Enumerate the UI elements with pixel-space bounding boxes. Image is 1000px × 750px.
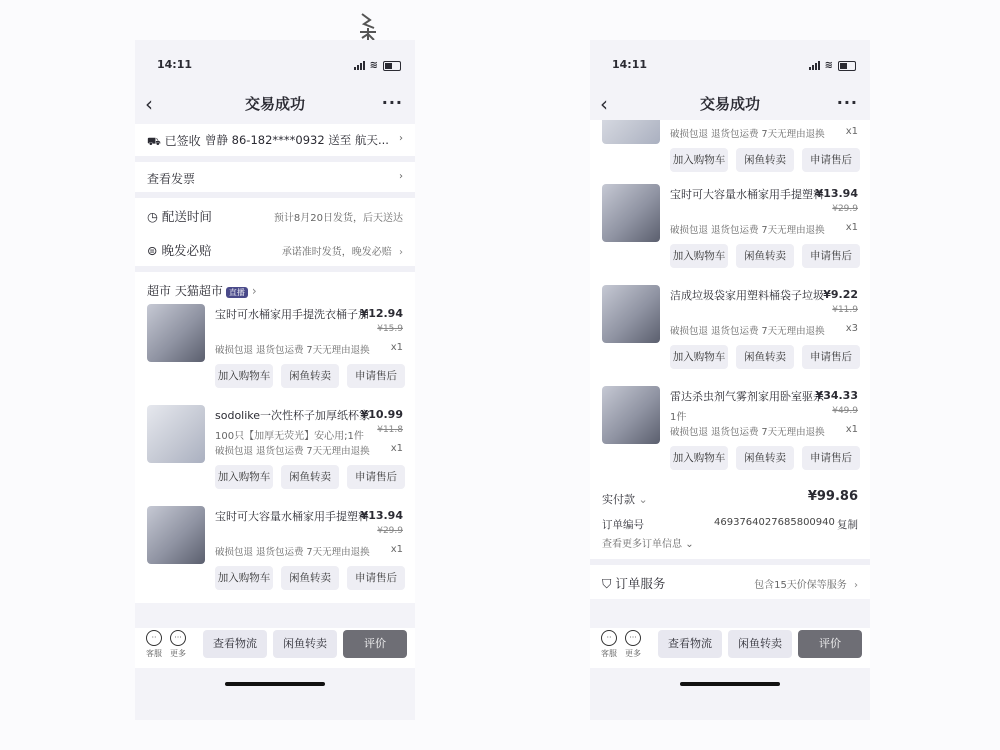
order-service-value: 包含15天价保等服务 [754,580,847,591]
ship-time-label: 配送时间 [161,209,212,224]
phone-screen-right [590,40,870,720]
chevron-down-icon: ⌄ [638,493,648,506]
product-service-tags: 破损包退 退货包运费 7天无理由退换 [215,345,370,356]
paid-label: 实付款 [602,493,635,506]
page-title: 交易成功 [699,95,760,113]
more-options-label: 更多 [170,649,186,658]
product-service-tags: 破损包退 退货包运费 7天无理由退换 [215,446,370,457]
add-to-cart-button[interactable]: 加入购物车 [670,244,728,268]
product-price: ¥13.94 [815,187,858,200]
more-options-label: 更多 [625,649,641,658]
invoice-label: 查看发票 [147,172,196,186]
status-time: 14:11 [157,58,193,71]
chevron-down-icon: ⌄ [685,539,694,550]
xianyu-resell-button[interactable]: 闲鱼转卖 [736,446,794,470]
product-item[interactable] [590,382,870,483]
product-original-price: ¥15.9 [377,324,403,334]
delivery-row[interactable] [135,124,415,156]
product-service-tags: 破损包退 退货包运费 7天无理由退换 [670,326,825,337]
product-item-partial[interactable] [590,120,870,180]
back-button[interactable]: ‹ [145,92,153,116]
product-name: 宝时可水桶家用手提洗衣桶子加 [215,308,369,321]
product-quantity: x3 [845,323,858,334]
paid-amount-row [590,483,870,513]
more-order-info-row[interactable] [590,533,870,559]
xianyu-resell-button[interactable]: 闲鱼转卖 [728,630,792,658]
product-service-tags: 破损包退 退货包运费 7天无理由退换 [670,225,825,236]
more-icon: ··· [625,630,641,646]
after-sale-button[interactable]: 申请售后 [802,244,860,268]
status-bar [135,58,415,76]
live-badge: 直播 [226,287,248,298]
product-price: ¥13.94 [360,509,403,522]
battery-icon [838,61,856,71]
chevron-right-icon: › [854,580,858,591]
order-number-label: 订单编号 [602,519,644,531]
store-header[interactable] [135,272,415,300]
xianyu-resell-button[interactable]: 闲鱼转卖 [281,566,339,590]
more-button[interactable]: ··· [836,93,858,112]
product-original-price: ¥11.9 [832,305,858,315]
order-service-row[interactable] [590,565,870,599]
product-item[interactable] [590,180,870,281]
view-logistics-button[interactable]: 查看物流 [658,630,722,658]
status-time: 14:11 [612,58,648,71]
product-original-price: ¥29.9 [832,204,858,214]
chat-icon: ·· [146,630,162,646]
product-image [147,405,205,463]
after-sale-button[interactable]: 申请售后 [802,446,860,470]
product-item[interactable] [135,502,415,603]
product-quantity: x1 [390,342,403,353]
order-content-left [135,124,415,624]
chevron-right-icon: › [251,284,257,298]
product-item[interactable] [590,281,870,382]
product-quantity: x1 [845,222,858,233]
product-price: ¥10.99 [360,408,403,421]
product-image [147,304,205,362]
product-spec: 100只【加厚无荧光】安心用;1件 [215,431,364,442]
invoice-row[interactable] [135,162,415,192]
back-button[interactable]: ‹ [600,92,608,116]
add-to-cart-button[interactable]: 加入购物车 [215,465,273,489]
signal-icon [354,61,365,70]
order-number-row [590,513,870,533]
bottom-action-bar [135,628,415,668]
xianyu-resell-button[interactable]: 闲鱼转卖 [736,244,794,268]
copy-button[interactable]: 复制 [837,519,858,531]
product-quantity: x1 [845,126,858,137]
product-quantity: x1 [390,443,403,454]
product-item[interactable] [135,300,415,401]
xianyu-resell-button[interactable]: 闲鱼转卖 [281,364,339,388]
add-to-cart-button[interactable]: 加入购物车 [670,446,728,470]
product-name: sodolike一次性杯子加厚纸杯家 [215,409,371,422]
paid-amount-toggle[interactable] [602,491,648,507]
battery-icon [383,61,401,71]
chevron-right-icon: › [399,247,403,258]
after-sale-button[interactable]: 申请售后 [347,465,405,489]
after-sale-button[interactable]: 申请售后 [347,364,405,388]
more-order-info-link: 查看更多订单信息 [602,539,682,550]
product-name: 洁成垃圾袋家用塑料桶袋子垃圾 [670,289,824,302]
product-original-price: ¥29.9 [377,526,403,536]
review-button[interactable]: 评价 [798,630,862,658]
more-options-button[interactable] [167,630,189,659]
paid-amount: ¥99.86 [807,489,858,504]
order-number: 4693764027685800940 [714,517,835,528]
product-original-price: ¥49.9 [832,406,858,416]
delivery-status: ⛟ 已签收 [147,134,201,148]
late-comp-label: 晚发必赔 [161,243,212,258]
product-item[interactable] [135,401,415,502]
product-service-tags: 破损包退 退货包运费 7天无理由退换 [215,547,370,558]
product-price: ¥34.33 [815,389,858,402]
order-content-right [590,120,870,620]
add-to-cart-button[interactable]: 加入购物车 [215,566,273,590]
add-to-cart-button[interactable]: 加入购物车 [670,148,728,172]
late-comp-row[interactable] [135,232,415,266]
chevron-right-icon: › [399,171,403,182]
wifi-icon: ≋ [369,60,378,71]
product-image [602,120,660,144]
xianyu-resell-button[interactable]: 闲鱼转卖 [736,148,794,172]
customer-service-label: 客服 [146,649,162,658]
add-to-cart-button[interactable]: 加入购物车 [215,364,273,388]
after-sale-button[interactable]: 申请售后 [802,345,860,369]
more-options-button[interactable] [622,630,644,659]
xianyu-resell-button[interactable]: 闲鱼转卖 [273,630,337,658]
late-comp-value: 承诺准时发货，晚发必赔 [281,247,392,258]
wifi-icon: ≋ [824,60,833,71]
home-indicator[interactable] [680,682,780,686]
ship-time-row[interactable] [135,198,415,232]
xianyu-resell-button[interactable]: 闲鱼转卖 [281,465,339,489]
product-quantity: x1 [845,424,858,435]
product-price: ¥12.94 [360,307,403,320]
compensation-icon: ⊜ [147,243,158,258]
product-quantity: x1 [390,544,403,555]
clock-icon: ◷ [147,209,158,224]
product-spec: 1件 [670,412,687,423]
view-logistics-button[interactable]: 查看物流 [203,630,267,658]
product-service-tags: 破损包退 退货包运费 7天无理由退换 [670,427,825,438]
watermark-logo [356,10,380,44]
product-image [147,506,205,564]
truck-icon: ⛟ [147,135,161,148]
customer-service-button[interactable] [598,630,620,659]
page-title: 交易成功 [244,95,305,113]
after-sale-button[interactable]: 申请售后 [347,566,405,590]
signal-icon [809,61,820,70]
product-service-tags: 破损包退 退货包运费 7天无理由退换 [670,129,825,140]
order-service-label: 订单服务 [615,576,666,591]
chevron-right-icon: › [399,133,403,144]
xianyu-resell-button[interactable]: 闲鱼转卖 [736,345,794,369]
home-indicator[interactable] [225,682,325,686]
more-icon: ··· [170,630,186,646]
add-to-cart-button[interactable]: 加入购物车 [670,345,728,369]
bottom-action-bar [590,628,870,668]
review-button[interactable]: 评价 [343,630,407,658]
customer-service-label: 客服 [601,649,617,658]
status-bar [590,58,870,76]
customer-service-button[interactable] [143,630,165,659]
delivery-recipient: 曾静 86-182****0932 送至 航天... [205,133,389,147]
product-image [602,386,660,444]
more-button[interactable]: ··· [381,93,403,112]
product-name: 宝时可大容量水桶家用手提塑料 [215,510,369,523]
chat-icon: ·· [601,630,617,646]
product-image [602,285,660,343]
phone-screen-left [135,40,415,720]
store-name: 超市 天猫超市 [147,284,223,298]
shield-icon: ⛉ [602,576,612,591]
product-image [602,184,660,242]
after-sale-button[interactable]: 申请售后 [802,148,860,172]
product-name: 雷达杀虫剂气雾剂家用卧室驱杀 [670,390,824,403]
product-name: 宝时可大容量水桶家用手提塑料 [670,188,824,201]
product-original-price: ¥11.8 [377,425,403,435]
ship-time-value: 预计8月20日发货，后天送达 [273,213,403,224]
product-price: ¥9.22 [823,288,858,301]
